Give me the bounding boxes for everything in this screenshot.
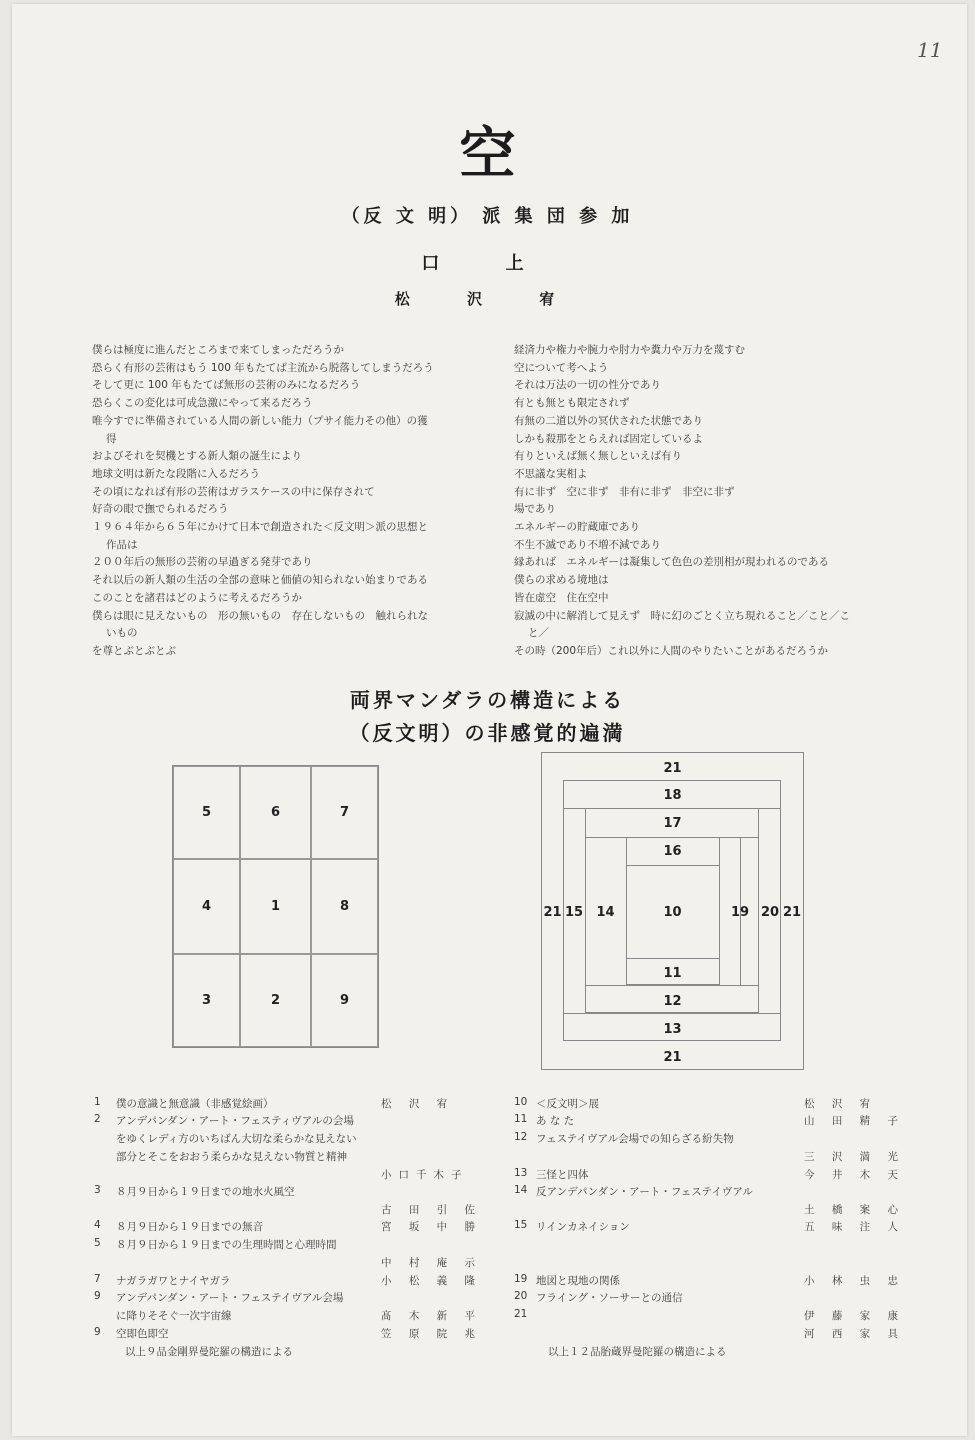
poem-line: その頃になれば有形の芸術はガラスケースの中に保存されて	[92, 485, 375, 498]
list-item-title: 地図と現地の関係	[536, 1275, 620, 1287]
list-item-title: リインカネイション	[536, 1221, 630, 1233]
list-item-number: 10	[514, 1096, 528, 1108]
poem-line: 恐らく有形の芸術はもう 100 年もたてば主流から脱落してしまうだろう	[92, 361, 434, 374]
cell-label: 13	[663, 1022, 682, 1037]
grid-cell: 5	[173, 766, 240, 859]
list-item-number: 15	[514, 1219, 528, 1231]
subtitle-address: 口 上	[421, 253, 554, 274]
list-item-artist: 中 村 庵 示	[381, 1257, 483, 1269]
poem-line: と／	[528, 627, 549, 640]
list-item-artist: 小 松 義 隆	[381, 1275, 483, 1287]
poem-line: ２００年后の無形の芸術の早過ぎる発芽であり	[92, 556, 313, 569]
cell-label: 18	[663, 788, 682, 803]
list-item-title: 僕の意識と無意識（非感覚絵画）	[116, 1098, 274, 1110]
divider	[563, 1013, 781, 1014]
grid-cell: 9	[311, 954, 378, 1047]
list-item-title: ８月９日から１９日までの地水火風空	[116, 1186, 295, 1198]
list-item-title: ８月９日から１９日までの無音	[116, 1221, 263, 1233]
grid-cell: 1	[240, 859, 311, 954]
poem-line: 得	[106, 432, 117, 445]
cell-label: 14	[596, 905, 615, 920]
list-item-title: あ な た	[536, 1115, 575, 1127]
list-item-number: 20	[514, 1290, 528, 1302]
list-item-number: 2	[94, 1113, 101, 1125]
list-item-title: ＜反文明＞展	[536, 1098, 599, 1110]
list-item-number: 3	[94, 1184, 101, 1196]
list-item-artist: 小口千木子	[381, 1169, 469, 1181]
list-item-number: 12	[514, 1131, 528, 1143]
list-item-number: 13	[514, 1167, 528, 1179]
poem-line: そして更に 100 年もたてば無形の芸術のみになるだろう	[92, 379, 361, 392]
poem-line: いもの	[106, 627, 138, 640]
list-item-artist: 三 沢 満 光	[804, 1151, 906, 1163]
vajra-mandala-grid	[172, 765, 379, 1048]
list-item-number: 4	[94, 1219, 101, 1231]
poem-line: 唯今すでに準備されている人間の新しい能力（プサイ能力その他）の獲	[92, 414, 428, 427]
poem-line: 地球文明は新たな段階に入るだろう	[92, 467, 260, 480]
poem-line: 縁あれば エネルギーは凝集して色色の差別相が現われるのである	[514, 556, 829, 569]
grid-cell: 6	[240, 766, 311, 859]
poem-line: 寂滅の中に解消して見えず 時に幻のごとく立ち現れること／こと／こ	[514, 609, 850, 622]
list-item-number: 11	[514, 1113, 528, 1125]
list-item-title: 部分とそこをおおう柔らかな見えない物質と精神	[116, 1151, 347, 1163]
grid-cell: 3	[173, 954, 240, 1047]
cell-label: 19	[730, 905, 750, 920]
list-item-artist: 伊 藤 家 康	[804, 1310, 906, 1322]
list-item-number: 14	[514, 1184, 528, 1196]
cell-label: 21	[782, 905, 802, 920]
list-item-artist: 髙 木 新 平	[381, 1310, 483, 1322]
list-item-artist: 土 橋 案 心	[804, 1204, 906, 1216]
list-item-number: 19	[514, 1273, 528, 1285]
cell-label: 15	[564, 905, 584, 920]
poem-line: 作品は	[106, 538, 138, 551]
poem-line: 不生不滅であり不増不減であり	[514, 538, 661, 551]
list-item-artist: 古 田 引 佐	[381, 1204, 483, 1216]
cell-label: 21	[543, 905, 562, 920]
cell-label: 21	[663, 761, 682, 776]
divider	[626, 958, 720, 959]
left-poem	[92, 342, 434, 661]
poem-line: 僕らは眼に見えないもの 形の無いもの 存在しないもの 触れられな	[92, 609, 428, 622]
poem-line: 空について考へよう	[514, 361, 609, 374]
poem-line: このことを諸君はどのように考えるだろうか	[92, 591, 302, 604]
author-name: 松 沢 宥	[394, 290, 581, 308]
list-item-artist: 河 西 家 具	[804, 1328, 906, 1340]
cell-label: 10	[663, 905, 682, 920]
list-item-artist: 山 田 精 子	[804, 1115, 906, 1127]
poem-line: それ以后の新人類の生活の全部の意味と価値の知られない始まりである	[92, 574, 428, 587]
list-item-artist: 五 味 注 人	[804, 1221, 906, 1233]
poem-line: 有無の二道以外の冥伏された状態であり	[514, 414, 703, 427]
subtitle-group: （反 文 明） 派 集 団 参 加	[341, 206, 634, 227]
divider	[626, 865, 720, 866]
list-item-title: アンデパンダン・アート・フェスティヴアルの会場	[116, 1115, 354, 1127]
poem-line: 場であり	[514, 503, 556, 516]
poem-line: 有とも無とも限定されず	[514, 397, 630, 410]
grid-cell: 4	[173, 859, 240, 954]
grid-cell: 7	[311, 766, 378, 859]
list-item-number: 9	[94, 1326, 101, 1338]
cell-label: 17	[663, 816, 682, 831]
poem-line: 好奇の眼で撫でられるだろう	[92, 503, 229, 516]
list-item-number: 5	[94, 1237, 101, 1249]
list-item-title: ナガラガワとナイヤガラ	[116, 1275, 231, 1287]
right-list-note: 以上１２品胎蔵界曼陀羅の構造による	[548, 1346, 727, 1358]
mandala-heading-1: 両界マンダラの構造による	[349, 688, 626, 712]
list-item-title: 三怪と四体	[536, 1169, 589, 1181]
list-item-artist: 小 林 虫 忠	[804, 1275, 906, 1287]
poem-line: それは万法の一切の性分であり	[514, 379, 661, 392]
list-item-title: アンデパンダン・アート・フェステイヴアル会場	[116, 1292, 344, 1304]
grid-cell: 2	[240, 954, 311, 1047]
cell-label: 20	[760, 905, 780, 920]
list-item-title: フライング・ソーサーとの通信	[536, 1292, 683, 1304]
list-item-number: 21	[514, 1308, 528, 1320]
divider	[563, 808, 781, 809]
divider	[585, 985, 759, 986]
poem-line: を尊とぶとぶとぶ	[92, 644, 176, 657]
main-title: 空	[459, 122, 516, 187]
right-poem	[514, 342, 850, 661]
list-item-title: をゆくレディ方のいちばん大切な柔らかな見えない	[116, 1133, 357, 1145]
poem-line: 恐らくこの変化は可成急激にやって来るだろう	[92, 397, 313, 410]
list-item-artist: 今 井 木 天	[804, 1169, 906, 1181]
poem-line: 経済力や権力や腕力や肘力や糞力や万力を蔑すむ	[514, 344, 745, 356]
mandala-heading-2: （反文明）の非感覚的遍満	[349, 721, 626, 745]
poem-line: エネルギーの貯蔵庫であり	[514, 521, 640, 534]
list-item-title: ８月９日から１９日までの生理時間と心理時間	[116, 1239, 337, 1251]
grid-cell: 8	[311, 859, 378, 954]
poem-line: 皆在虚空 住在空中	[514, 591, 609, 604]
list-item-title: に降りそそぐ一次宇宙線	[116, 1310, 232, 1322]
list-item-artist: 宮 坂 中 勝	[381, 1221, 483, 1233]
list-item-artist: 笠 原 院 兆	[381, 1328, 483, 1340]
list-item-artist: 松 沢 宥	[804, 1098, 878, 1110]
list-item-title: 反アンデパンダン・アート・フェステイヴアル	[536, 1186, 753, 1198]
poem-line: １９６４年から６５年にかけて日本で創造された＜反文明＞派の思想と	[92, 521, 428, 534]
poem-line: 僕らの求める境地は	[514, 574, 609, 587]
poem-line: その時（200年后）これ以外に人間のやりたいことがあるだろうか	[514, 644, 829, 657]
list-item-artist: 松 沢 宥	[381, 1098, 455, 1110]
list-item-title: 空即色即空	[116, 1328, 169, 1340]
poem-line: 有に非ず 空に非ず 非有に非ず 非空に非ず	[514, 485, 735, 498]
left-list-note: 以上９品金剛界曼陀羅の構造による	[125, 1346, 293, 1358]
womb-mandala-diagram	[541, 752, 804, 1070]
list-item-title: フェステイヴアル会場での知らざる紛失物	[536, 1133, 734, 1145]
poem-line: 僕らは極度に進んだところまで来てしまっただろうか	[92, 344, 344, 356]
list-item-number: 1	[94, 1096, 101, 1108]
list-item-number: 9	[94, 1290, 101, 1302]
cell-label: 21	[663, 1050, 682, 1065]
cell-label: 12	[663, 994, 682, 1009]
cell-label: 16	[663, 844, 682, 859]
poem-line: 不思議な実相よ	[514, 467, 588, 480]
list-item-number: 7	[94, 1273, 101, 1285]
cell-label: 11	[663, 966, 682, 981]
page-number: 11	[917, 38, 943, 62]
poem-line: 有りといえば無く無しといえば有り	[514, 450, 682, 463]
divider	[585, 837, 759, 838]
poem-line: およびそれを契機とする新人類の誕生により	[92, 450, 302, 463]
poem-line: しかも殺那をとらえれば固定しているよ	[514, 432, 703, 445]
